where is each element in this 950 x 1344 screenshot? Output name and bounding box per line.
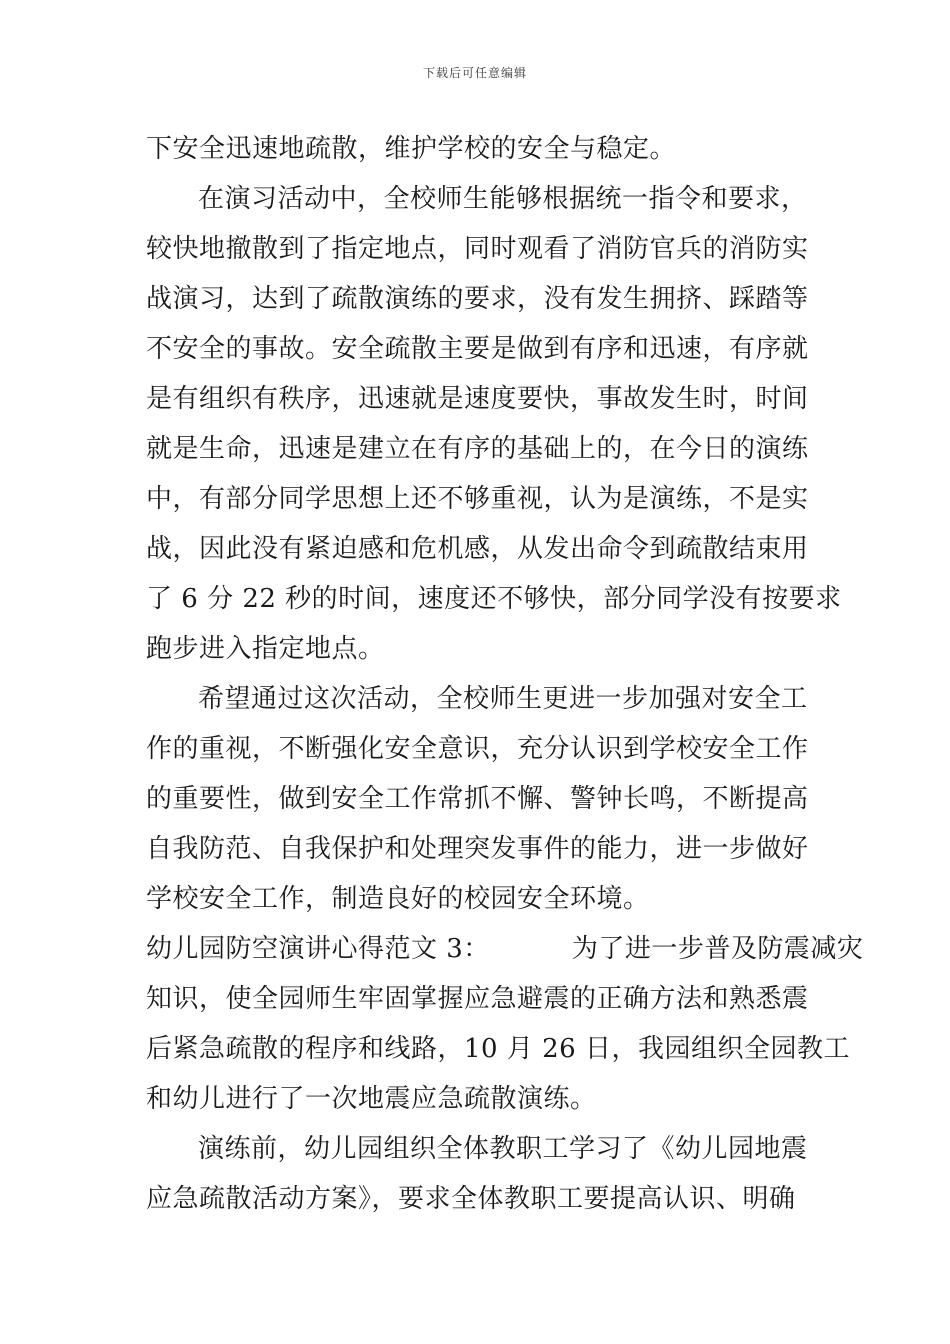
- section-heading-line: [146, 924, 864, 974]
- text-line: 学校安全工作，制造良好的校园安全环境。: [146, 884, 650, 914]
- paragraph-start: 演练前，幼儿园组织全体教职工学习了《幼儿园地震: [198, 1134, 808, 1164]
- text-line: 下安全迅速地疏散，维护学校的安全与稳定。: [146, 134, 677, 164]
- text-line: 中，有部分同学思想上还不够重视，认为是演练，不是实: [146, 484, 809, 514]
- text-line: 知识，使全园师生牢固掌握应急避震的正确方法和熟悉震: [146, 984, 809, 1014]
- text-line: 跑步进入指定地点。: [146, 634, 385, 664]
- section-heading: 幼儿园防空演讲心得范文 3：: [146, 934, 490, 964]
- section-heading-continuation: 为了进一步普及防震减灾: [571, 934, 864, 964]
- text-line: 应急疏散活动方案》，要求全体教职工要提高认识、明确: [146, 1184, 796, 1214]
- paragraph-start: 希望通过这次活动，全校师生更进一步加强对安全工: [198, 684, 808, 714]
- text-line: 的重要性，做到安全工作常抓不懈、警钟长鸣，不断提高: [146, 784, 809, 814]
- text-line: 就是生命，迅速是建立在有序的基础上的，在今日的演练: [146, 434, 809, 464]
- text-line: 后紧急疏散的程序和线路，10 月 26 日，我园组织全园教工: [146, 1034, 850, 1064]
- text-line: 作的重视，不断强化安全意识，充分认识到学校安全工作: [146, 734, 809, 764]
- text-line: 了 6 分 22 秒的时间，速度还不够快，部分同学没有按要求: [146, 584, 842, 614]
- page-header: 下载后可任意编辑: [422, 66, 527, 80]
- paragraph-start: 在演习活动中，全校师生能够根据统一指令和要求，: [198, 184, 808, 214]
- text-line: 自我防范、自我保护和处理突发事件的能力，进一步做好: [146, 834, 809, 864]
- text-line: 战演习，达到了疏散演练的要求，没有发生拥挤、踩踏等: [146, 284, 809, 314]
- text-line: 不安全的事故。安全疏散主要是做到有序和迅速，有序就: [146, 334, 809, 364]
- text-line: 是有组织有秩序，迅速就是速度要快，事故发生时，时间: [146, 384, 809, 414]
- text-line: 较快地撤散到了指定地点，同时观看了消防官兵的消防实: [146, 234, 809, 264]
- document-body: [146, 124, 864, 1224]
- text-line: 战，因此没有紧迫感和危机感，从发出命令到疏散结束用: [146, 534, 809, 564]
- text-line: 和幼儿进行了一次地震应急疏散演练。: [146, 1084, 597, 1114]
